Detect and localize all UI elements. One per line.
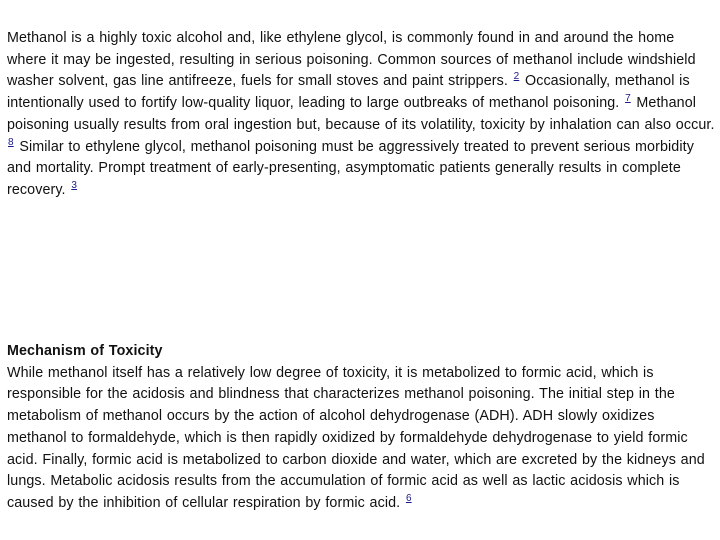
citation-link-3[interactable]: 3: [71, 179, 77, 191]
mechanism-section: [7, 341, 715, 515]
paragraph-text: Methanol is a highly toxic alcohol and, like ethylene glycol, is commonly found in and around the home where it may be ingested, resulting in serious poisoning. Common sources of methanol include windshield washer solvent, gas line antifreeze, fuels for small stoves and paint strippers.: [7, 30, 696, 90]
citation-link-8[interactable]: 8: [8, 136, 14, 148]
paragraph-text: While methanol itself has a relatively low degree of toxicity, it is metabolized to formic acid, which is responsible for the acidosis and blindness that characterizes methanol poisoning. The initial step in the metabolism of methanol occurs by the action of alcohol dehydrogenase (ADH). ADH slowly oxidizes methanol to formaldehyde, which is then rapidly oxidized by formaldehyde dehydrogenase to yield formic acid. Finally, formic acid is metabolized to carbon dioxide and water, which are excreted by the kidneys and lungs. Metabolic acidosis results from the accumulation of formic acid as well as lactic acidosis which is caused by the inhibition of cellular respiration by formic acid.: [7, 364, 705, 511]
paragraph-text: Methanol poisoning usually results from oral ingestion but, because of its volatility, toxicity by inhalation can also occur.: [7, 95, 715, 133]
intro-paragraph: [7, 28, 715, 202]
citation-link-6[interactable]: 6: [405, 492, 412, 504]
paragraph-text: Occasionally, methanol is intentionally used to fortify low-quality liquor, leading to large outbreaks of methanol poisoning.: [7, 73, 690, 112]
section-heading: Mechanism of Toxicity: [7, 343, 163, 359]
paragraph-text: Similar to ethylene glycol, methanol poisoning must be aggressively treated to prevent serious morbidity and mortality. Prompt treatment of early-presenting, asymptomatic patients generally results in complete recovery.: [7, 138, 694, 198]
citation-link-7[interactable]: 7: [625, 93, 631, 105]
citation-link-2[interactable]: 2: [513, 71, 520, 83]
